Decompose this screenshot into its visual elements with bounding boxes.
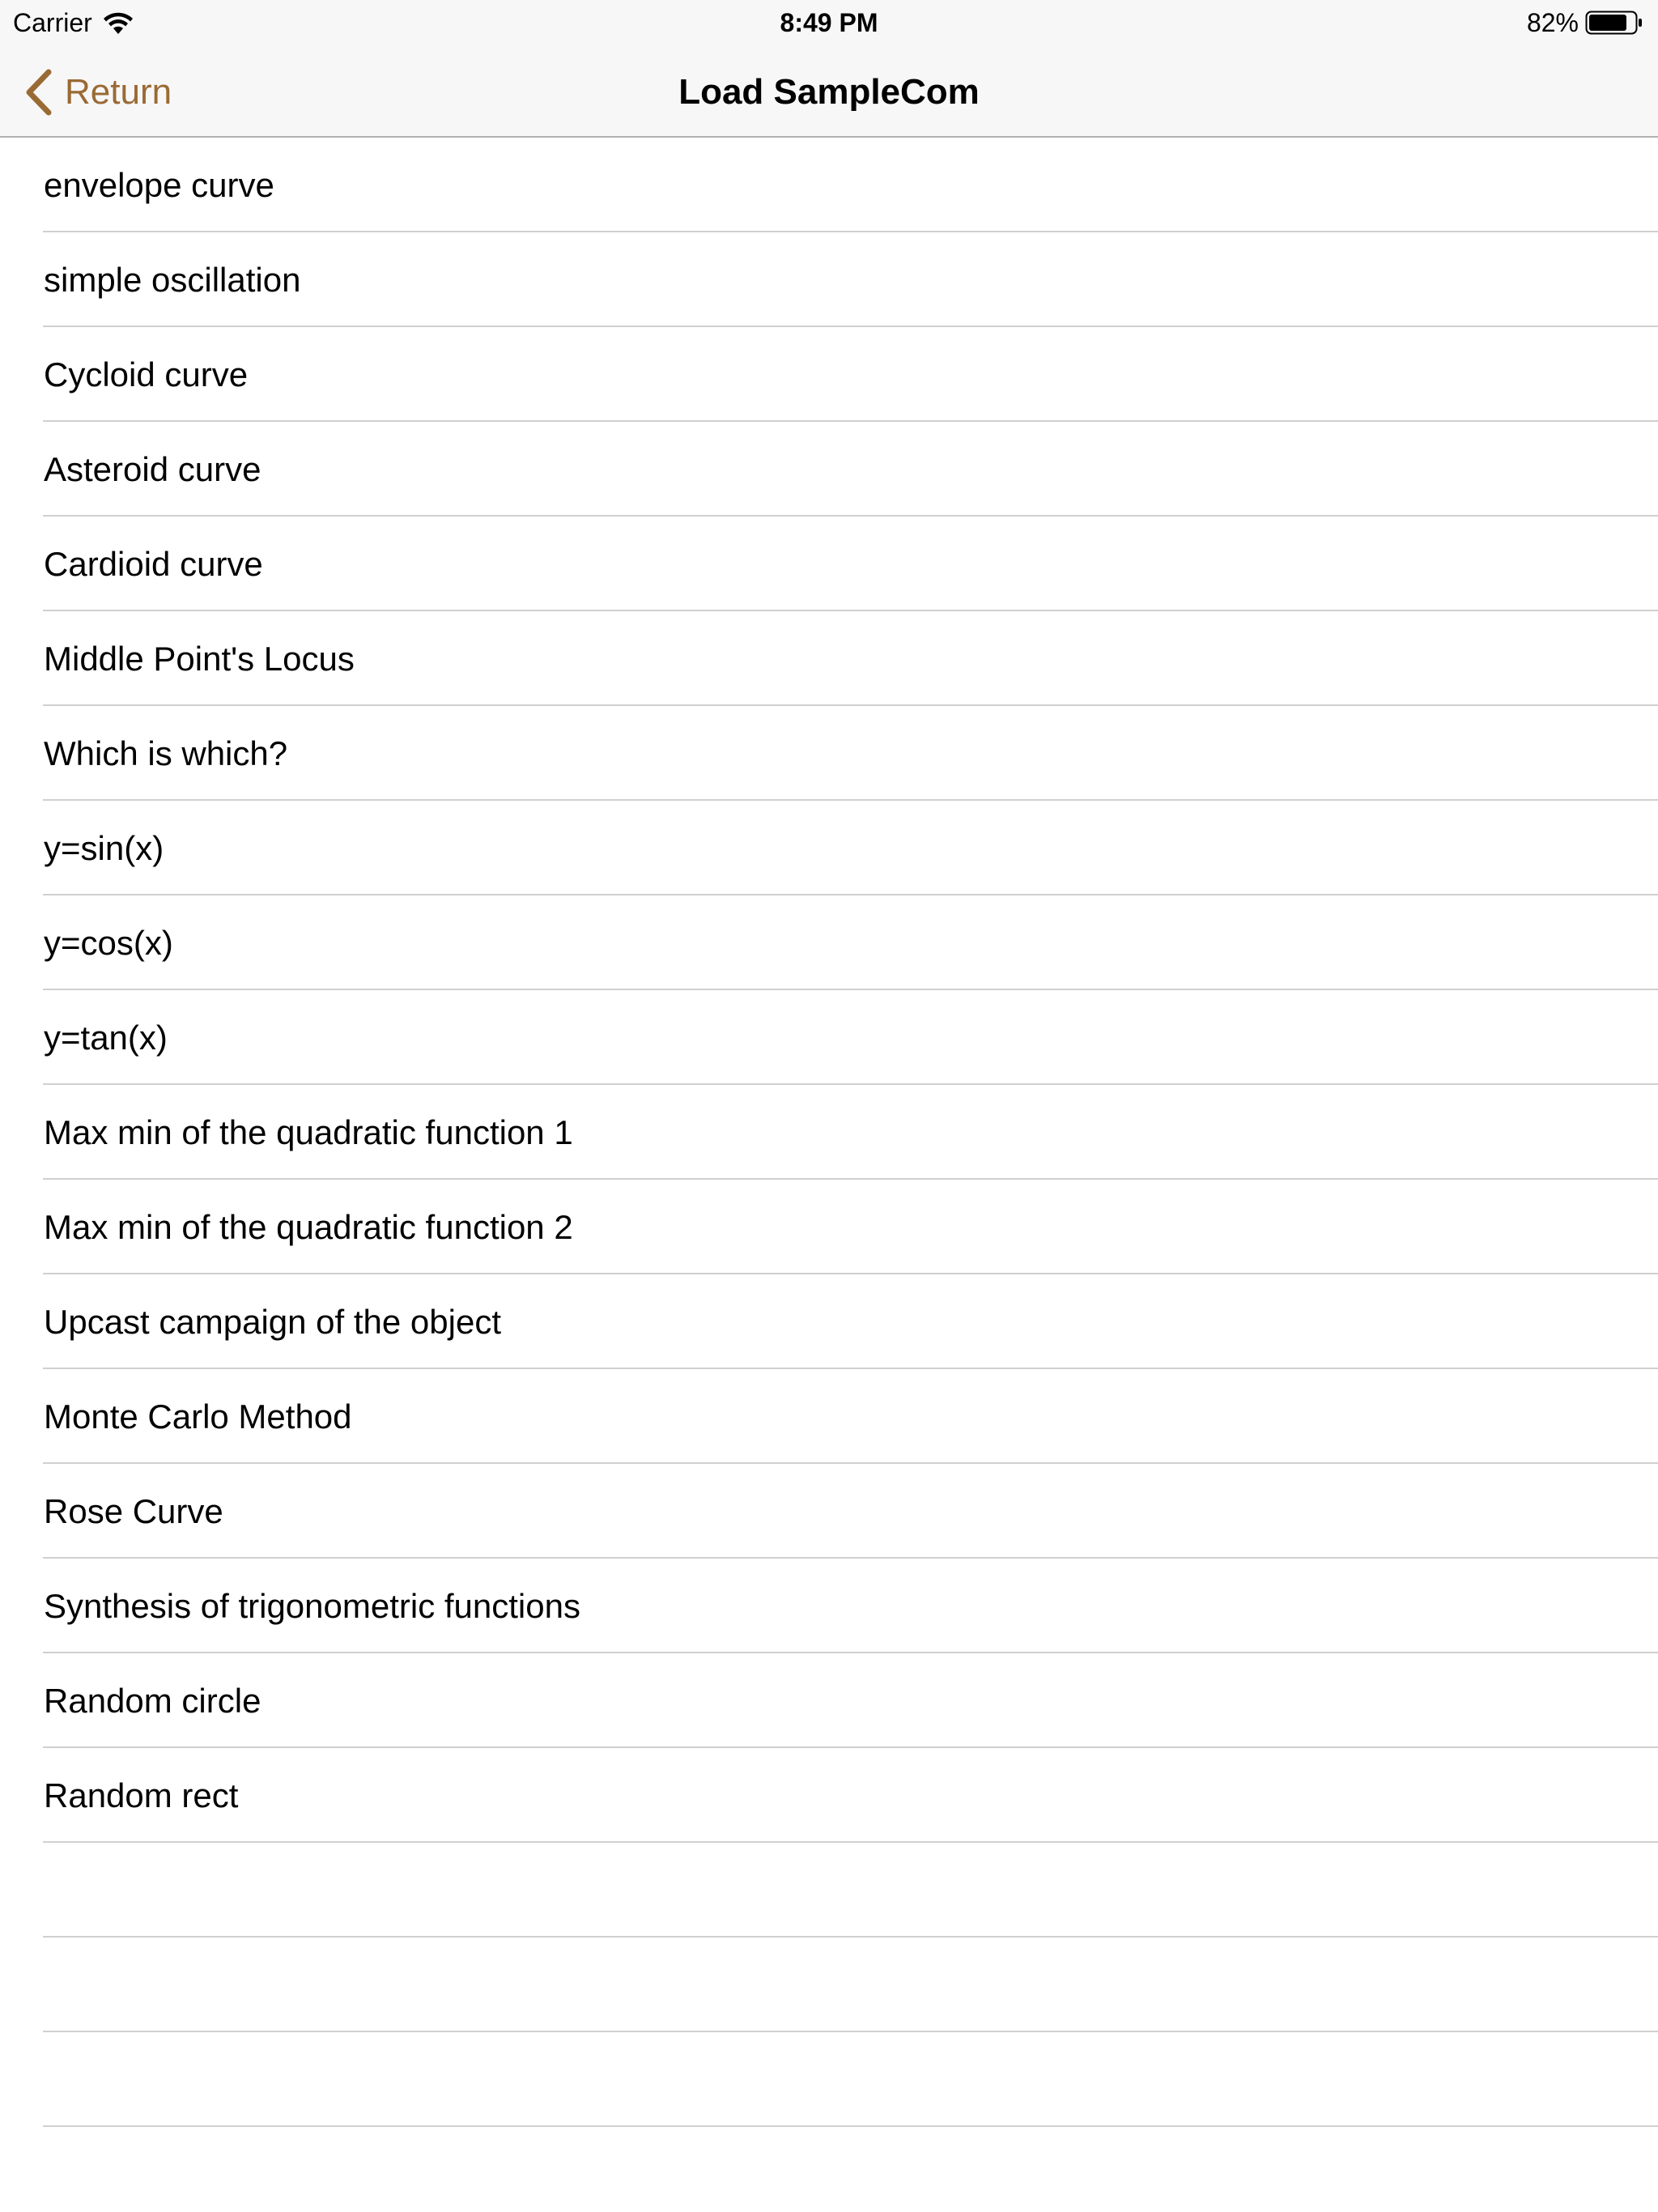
list-item-label: Asteroid curve (44, 449, 261, 488)
battery-percentage: 82% (1526, 8, 1579, 37)
list-item[interactable] (0, 1369, 1658, 1464)
list-item[interactable] (0, 1180, 1658, 1274)
carrier-label: Carrier (13, 8, 92, 37)
battery-fill (1589, 15, 1626, 31)
list-item (0, 1938, 1658, 2032)
return-label: Return (65, 72, 172, 112)
list-item[interactable] (0, 1559, 1658, 1653)
list-item-label: Upcast campaign of the object (44, 1302, 501, 1341)
list-item[interactable] (0, 1748, 1658, 1843)
list-item (0, 2032, 1658, 2127)
list-item-label: Cardioid curve (44, 544, 263, 583)
list-item[interactable] (0, 1653, 1658, 1748)
battery-icon (1585, 10, 1643, 36)
list-item (0, 1843, 1658, 1938)
list-item[interactable] (0, 895, 1658, 990)
list-item[interactable] (0, 990, 1658, 1085)
list-item-label: Max min of the quadratic function 2 (44, 1207, 573, 1246)
list-item-label: simple oscillation (44, 260, 301, 299)
sample-list (0, 138, 1658, 2212)
navigation-bar (0, 45, 1658, 138)
list-item-label: Cycloid curve (44, 355, 249, 393)
list-item[interactable] (0, 801, 1658, 895)
list-item-label: y=cos(x) (44, 923, 173, 962)
list-item-label: Middle Point's Locus (44, 639, 355, 678)
list-item[interactable] (0, 232, 1658, 327)
status-battery-group (1527, 6, 1643, 39)
list-item-label: y=sin(x) (44, 828, 164, 867)
list-item[interactable] (0, 138, 1658, 232)
list-item[interactable] (0, 327, 1658, 422)
list-item[interactable] (0, 1274, 1658, 1369)
list-item-label: Monte Carlo Method (44, 1397, 352, 1436)
page-title: Load SampleCom (678, 72, 980, 112)
list-item[interactable] (0, 1464, 1658, 1559)
list-item-label: Random circle (44, 1681, 261, 1720)
status-time: 8:49 PM (780, 8, 878, 37)
list-item-label: Random rect (44, 1776, 239, 1814)
list-item (0, 2127, 1658, 2212)
list-item[interactable] (0, 706, 1658, 801)
list-item-label: Max min of the quadratic function 1 (44, 1112, 573, 1151)
list-item-label: Which is which? (44, 734, 288, 772)
list-item-label: Rose Curve (44, 1491, 223, 1530)
list-item[interactable] (0, 422, 1658, 517)
list-item[interactable] (0, 517, 1658, 611)
status-bar (0, 0, 1658, 45)
list-item-label: envelope curve (44, 165, 274, 204)
list-item-label: Synthesis of trigonometric functions (44, 1586, 580, 1625)
list-item-label: y=tan(x) (44, 1018, 168, 1057)
list-item[interactable] (0, 611, 1658, 706)
list-item[interactable] (0, 1085, 1658, 1180)
